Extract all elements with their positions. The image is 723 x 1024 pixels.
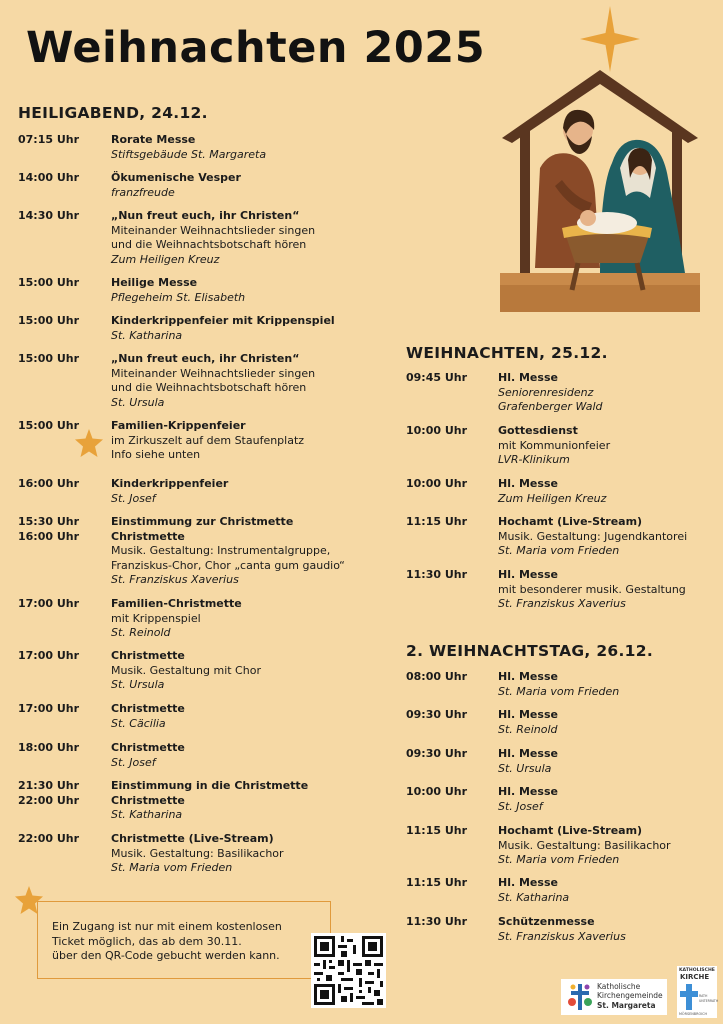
event-title: Hochamt (Live-Stream): [498, 515, 643, 528]
event-location: LVR-Klinikum: [498, 453, 570, 467]
event-time: 10:00 Uhr: [406, 785, 468, 798]
star-icon: [74, 428, 104, 458]
event-title: Ökumenische Vesper: [111, 171, 241, 184]
list-item: [18, 702, 388, 741]
event-location: St. Katharina: [111, 808, 183, 822]
notice-line: über den QR-Code gebucht werden kann.: [52, 949, 280, 963]
event-location: St. Franziskus Xaverius: [111, 573, 239, 587]
event-time: 11:15 Uhr: [406, 824, 468, 837]
list-item: [18, 515, 388, 597]
event-location: St. Josef: [111, 491, 156, 505]
list-item: [18, 133, 388, 171]
list-item: [18, 741, 388, 779]
event-time: 07:15 Uhr: [18, 133, 80, 146]
event-location: Pflegeheim St. Elisabeth: [111, 290, 246, 304]
event-title: „Nun freut euch, ihr Christen“: [111, 209, 300, 222]
event-time: 14:00 Uhr: [18, 171, 80, 184]
event-time: 15:00 Uhr: [18, 419, 80, 432]
event-detail: Franziskus-Chor, Chor „canta gum gaudio“: [111, 558, 345, 572]
event-detail: mit Kommunionfeier: [498, 438, 611, 452]
event-time-2: 16:00 Uhr: [18, 529, 80, 543]
event-location: St. Reinold: [498, 722, 558, 736]
list-item: [406, 568, 721, 618]
event-location: St. Franziskus Xaverius: [498, 929, 626, 943]
list-item: [406, 515, 721, 568]
event-title: Hl. Messe: [498, 477, 558, 490]
list-item: [406, 785, 721, 824]
event-time: 15:00 Uhr: [18, 352, 80, 365]
event-title: Hl. Messe: [498, 371, 558, 384]
event-time: 09:45 Uhr: [406, 371, 468, 384]
parish-logo: [561, 979, 667, 1015]
event-location: St. Franziskus Xaverius: [498, 597, 626, 611]
event-time: 11:30 Uhr: [406, 915, 468, 928]
event-time: 10:00 Uhr: [406, 477, 468, 490]
qr-code[interactable]: [311, 933, 386, 1008]
event-time: 17:00 Uhr: [18, 597, 80, 610]
list-item: [18, 477, 388, 515]
event-title-2: Christmette: [111, 793, 185, 807]
event-location: Zum Heiligen Kreuz: [498, 491, 607, 505]
event-time: 08:00 Uhr: [406, 670, 468, 683]
kirche-logo: [677, 966, 717, 1018]
event-time-2: 22:00 Uhr: [18, 793, 80, 807]
section-heading-weihnachten: WEIHNACHTEN, 25.12.: [406, 344, 608, 362]
list-item: [406, 477, 721, 515]
event-detail: Musik. Gestaltung: Jugendkantorei: [498, 529, 688, 543]
nativity-illustration: [500, 68, 700, 312]
parish-logo-text: Kirchengemeinde: [597, 991, 663, 1000]
event-location: St. Josef: [498, 799, 543, 813]
list-item: [406, 371, 721, 424]
notice-line: Ein Zugang ist nur mit einem kostenlosen: [52, 920, 282, 933]
event-detail: mit besonderer musik. Gestaltung: [498, 582, 686, 596]
list-item: [18, 171, 388, 209]
event-title: Christmette: [111, 649, 185, 662]
event-title: Christmette: [111, 702, 185, 715]
list-item: [406, 708, 721, 747]
event-title: Christmette (Live-Stream): [111, 832, 274, 845]
star-icon: [14, 885, 44, 915]
page-title: Weihnachten 2025: [26, 23, 486, 73]
event-time: 15:30 Uhr: [18, 515, 80, 528]
event-title: Christmette: [111, 741, 185, 754]
list-item: [406, 424, 721, 477]
event-title: Familien-Krippenfeier: [111, 419, 246, 432]
event-time: 18:00 Uhr: [18, 741, 80, 754]
event-location: St. Cäcilia: [111, 716, 166, 730]
event-detail: und die Weihnachtsbotschaft hören: [111, 381, 307, 395]
event-location: St. Maria vom Frieden: [498, 853, 620, 867]
list-item: [406, 876, 721, 915]
list-item: [18, 209, 388, 276]
event-location: St. Josef: [111, 755, 156, 769]
event-title: Kinderkrippenfeier: [111, 477, 229, 490]
event-time: 15:00 Uhr: [18, 314, 80, 327]
ticket-notice: [37, 901, 331, 979]
event-time: 15:00 Uhr: [18, 276, 80, 289]
event-title: Hl. Messe: [498, 708, 558, 721]
section-heading-weihnachtstag: 2. WEIHNACHTSTAG, 26.12.: [406, 642, 654, 660]
parish-logo-icon: [565, 982, 595, 1012]
kirche-logo-text: KIRCHE: [680, 973, 710, 981]
event-detail: und die Weihnachtsbotschaft hören: [111, 238, 307, 252]
event-title: „Nun freut euch, ihr Christen“: [111, 352, 300, 365]
event-location: franzfreude: [111, 185, 175, 199]
event-detail: Miteinander Weihnachtslieder singen: [111, 366, 316, 380]
event-time: 09:30 Uhr: [406, 747, 468, 760]
event-detail: mit Krippenspiel: [111, 611, 201, 625]
events-weihnachten: [406, 371, 721, 618]
event-time: 14:30 Uhr: [18, 209, 80, 222]
event-detail: Musik. Gestaltung: Instrumentalgruppe,: [111, 544, 331, 558]
event-time: 11:30 Uhr: [406, 568, 468, 581]
list-item: [18, 779, 388, 832]
event-title: Kinderkrippenfeier mit Krippenspiel: [111, 314, 335, 327]
event-detail: Musik. Gestaltung mit Chor: [111, 663, 261, 677]
list-item: [18, 597, 388, 649]
event-title: Familien-Christmette: [111, 597, 242, 610]
event-location: St. Maria vom Frieden: [498, 684, 620, 698]
event-location-2: Grafenberger Wald: [498, 400, 603, 414]
event-time: 17:00 Uhr: [18, 649, 80, 662]
event-location: St. Katharina: [498, 890, 570, 904]
list-item: [18, 276, 388, 314]
event-location: Stiftsgebäude St. Margareta: [111, 147, 267, 161]
event-title: Hl. Messe: [498, 876, 558, 889]
event-time: 16:00 Uhr: [18, 477, 80, 490]
event-title: Gottesdienst: [498, 424, 578, 437]
event-title: Heilige Messe: [111, 276, 198, 289]
kirche-logo-text: KATHOLISCHE: [679, 968, 715, 973]
event-title: Einstimmung zur Christmette: [111, 515, 294, 528]
event-location: St. Maria vom Frieden: [111, 861, 233, 875]
event-title: Hl. Messe: [498, 568, 558, 581]
star-icon: [580, 6, 640, 72]
event-location: Zum Heiligen Kreuz: [111, 252, 220, 266]
event-title: Hl. Messe: [498, 670, 558, 683]
events-heiligabend: [18, 133, 388, 877]
kirche-logo-text: RATH: [699, 994, 708, 998]
cross-icon: [680, 984, 698, 1010]
list-item: [18, 649, 388, 702]
event-title: Rorate Messe: [111, 133, 196, 146]
event-detail: Info siehe unten: [111, 448, 201, 462]
event-title: Hl. Messe: [498, 785, 558, 798]
parish-logo-text: St. Margareta: [597, 1001, 656, 1010]
event-detail: Musik. Gestaltung: Basilikachor: [498, 838, 671, 852]
event-time: 21:30 Uhr: [18, 779, 80, 792]
event-title: Hochamt (Live-Stream): [498, 824, 643, 837]
notice-line: Ticket möglich, das ab dem 30.11.: [52, 934, 242, 948]
event-title: Schützenmesse: [498, 915, 595, 928]
event-time: 11:15 Uhr: [406, 515, 468, 528]
event-time: 17:00 Uhr: [18, 702, 80, 715]
event-time: 22:00 Uhr: [18, 832, 80, 845]
event-location: St. Maria vom Frieden: [498, 544, 620, 558]
list-item: [406, 670, 721, 708]
kirche-logo-text: MÖRSENBROICH: [679, 1012, 708, 1016]
event-location: St. Ursula: [498, 761, 552, 775]
events-weihnachtstag: [406, 670, 721, 953]
event-detail: im Zirkuszelt auf dem Staufenplatz: [111, 433, 305, 447]
list-item: [18, 419, 388, 477]
event-title: Hl. Messe: [498, 747, 558, 760]
event-time: 11:15 Uhr: [406, 876, 468, 889]
event-time: 10:00 Uhr: [406, 424, 468, 437]
event-detail: Miteinander Weihnachtslieder singen: [111, 223, 316, 237]
list-item: [406, 747, 721, 785]
list-item: [406, 824, 721, 876]
event-location: Seniorenresidenz: [498, 385, 594, 399]
kirche-logo-text: UNTERRATH: [699, 999, 719, 1003]
list-item: [18, 314, 388, 352]
event-location: St. Ursula: [111, 395, 165, 409]
parish-logo-text: Katholische: [597, 982, 641, 991]
event-location: St. Ursula: [111, 678, 165, 692]
event-time: 09:30 Uhr: [406, 708, 468, 721]
list-item: [18, 352, 388, 419]
event-location: St. Katharina: [111, 328, 183, 342]
section-heading-heiligabend: HEILIGABEND, 24.12.: [18, 104, 208, 122]
list-item: [406, 915, 721, 953]
event-title-2: Christmette: [111, 529, 185, 543]
event-detail: Musik. Gestaltung: Basilikachor: [111, 846, 284, 860]
list-item: [18, 832, 388, 877]
event-title: Einstimmung in die Christmette: [111, 779, 309, 792]
event-location: St. Reinold: [111, 626, 171, 640]
